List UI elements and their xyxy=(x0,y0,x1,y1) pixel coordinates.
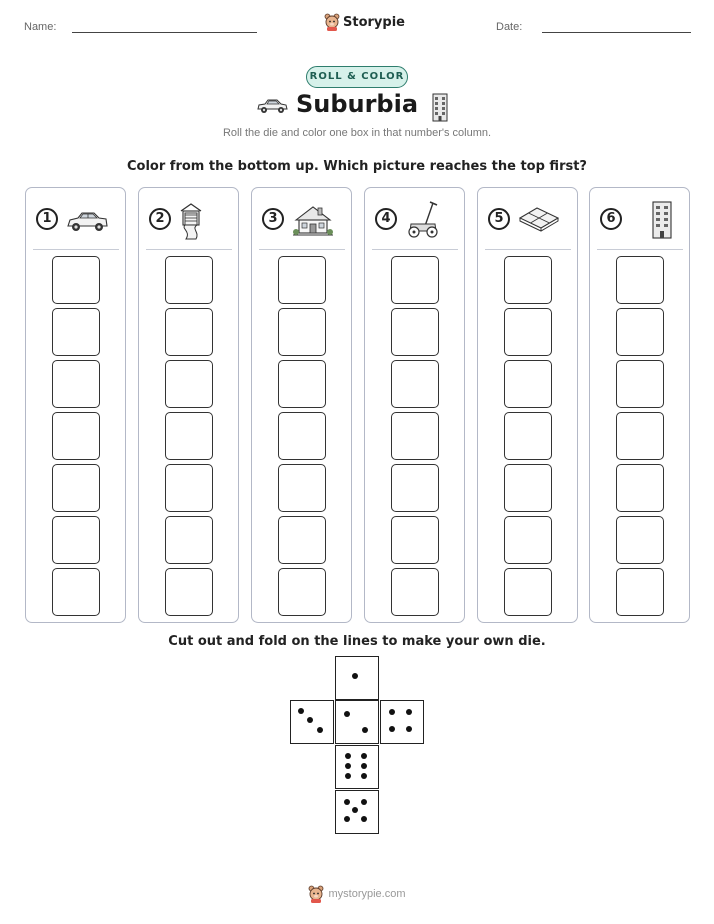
column-4 xyxy=(364,187,465,623)
lawn-mower-icon xyxy=(403,200,449,240)
die-face-4 xyxy=(380,700,424,744)
roll-columns xyxy=(25,187,690,624)
color-box[interactable] xyxy=(391,412,439,460)
worksheet-header xyxy=(0,0,714,50)
pip xyxy=(344,799,350,805)
color-box[interactable] xyxy=(391,568,439,616)
pip xyxy=(361,799,367,805)
die-face-5 xyxy=(335,790,379,834)
pip xyxy=(345,753,351,759)
date-label: Date: xyxy=(496,21,523,33)
color-box[interactable] xyxy=(391,308,439,356)
pip xyxy=(307,717,313,723)
color-box[interactable] xyxy=(165,464,213,512)
column-divider xyxy=(146,249,232,250)
column-1 xyxy=(25,187,126,623)
color-box[interactable] xyxy=(165,412,213,460)
color-box[interactable] xyxy=(504,256,552,304)
color-box[interactable] xyxy=(52,516,100,564)
color-box[interactable] xyxy=(52,360,100,408)
pip xyxy=(317,727,323,733)
color-box[interactable] xyxy=(52,568,100,616)
name-label: Name: xyxy=(24,21,57,33)
activity-badge: ROLL & COLOR xyxy=(306,66,408,88)
color-box[interactable] xyxy=(616,256,664,304)
die-face-1 xyxy=(335,656,379,700)
footer xyxy=(0,885,714,903)
column-6 xyxy=(589,187,690,623)
worksheet-subtitle: Roll the die and color one box in that number's column. xyxy=(222,127,492,139)
color-box[interactable] xyxy=(391,516,439,564)
pip xyxy=(361,773,367,779)
color-box[interactable] xyxy=(504,464,552,512)
pip xyxy=(352,673,358,679)
column-divider xyxy=(33,249,119,250)
footer-url[interactable]: mystorypie.com xyxy=(328,888,406,900)
color-box[interactable] xyxy=(616,464,664,512)
paving-tile-icon xyxy=(516,204,562,238)
color-box[interactable] xyxy=(52,256,100,304)
color-box[interactable] xyxy=(616,516,664,564)
garage-icon xyxy=(177,201,223,241)
color-box[interactable] xyxy=(616,412,664,460)
color-box[interactable] xyxy=(391,464,439,512)
color-box[interactable] xyxy=(165,568,213,616)
column-2 xyxy=(138,187,239,623)
column-divider xyxy=(597,249,683,250)
column-number: 4 xyxy=(375,208,397,230)
color-box[interactable] xyxy=(504,412,552,460)
color-box[interactable] xyxy=(278,256,326,304)
apartment-building-icon xyxy=(628,200,674,240)
column-number: 2 xyxy=(149,208,171,230)
color-box[interactable] xyxy=(165,516,213,564)
column-number: 3 xyxy=(262,208,284,230)
color-box[interactable] xyxy=(278,308,326,356)
color-box[interactable] xyxy=(391,256,439,304)
pip xyxy=(361,763,367,769)
color-box[interactable] xyxy=(504,308,552,356)
color-box[interactable] xyxy=(52,464,100,512)
color-box[interactable] xyxy=(391,360,439,408)
color-box[interactable] xyxy=(52,308,100,356)
pip xyxy=(345,773,351,779)
color-box[interactable] xyxy=(52,412,100,460)
color-box[interactable] xyxy=(504,360,552,408)
pip xyxy=(344,816,350,822)
pip xyxy=(389,709,395,715)
pip xyxy=(352,807,358,813)
color-box[interactable] xyxy=(616,308,664,356)
pip xyxy=(406,709,412,715)
die-net xyxy=(290,656,426,836)
die-instruction: Cut out and fold on the lines to make your own die. xyxy=(168,634,546,649)
color-box[interactable] xyxy=(278,360,326,408)
color-box[interactable] xyxy=(278,516,326,564)
date-line xyxy=(542,32,691,33)
worksheet-title: Suburbia xyxy=(295,90,419,118)
color-box[interactable] xyxy=(616,360,664,408)
house-icon xyxy=(290,204,336,238)
color-box[interactable] xyxy=(278,464,326,512)
color-box[interactable] xyxy=(165,308,213,356)
column-divider xyxy=(259,249,345,250)
pip xyxy=(406,726,412,732)
column-number: 1 xyxy=(36,208,58,230)
color-box[interactable] xyxy=(165,360,213,408)
color-box[interactable] xyxy=(616,568,664,616)
color-box[interactable] xyxy=(504,568,552,616)
storypie-logo xyxy=(324,13,405,31)
car-icon xyxy=(64,204,110,238)
brand-name: Storypie xyxy=(343,14,405,30)
die-face-6 xyxy=(335,745,379,789)
column-3 xyxy=(251,187,352,623)
pip xyxy=(344,711,350,717)
color-box[interactable] xyxy=(504,516,552,564)
column-number: 5 xyxy=(488,208,510,230)
die-face-3 xyxy=(290,700,334,744)
coloring-instruction: Color from the bottom up. Which picture reaches the top first? xyxy=(127,159,587,174)
die-face-2 xyxy=(335,700,379,744)
pip xyxy=(361,816,367,822)
column-number: 6 xyxy=(600,208,622,230)
pip xyxy=(362,727,368,733)
color-box[interactable] xyxy=(278,568,326,616)
color-box[interactable] xyxy=(165,256,213,304)
column-5 xyxy=(477,187,578,623)
storypie-bear-logo-icon xyxy=(308,885,324,903)
pip xyxy=(361,753,367,759)
pip xyxy=(345,763,351,769)
column-divider xyxy=(485,249,571,250)
column-divider xyxy=(372,249,458,250)
pip xyxy=(298,708,304,714)
color-box[interactable] xyxy=(278,412,326,460)
building-icon xyxy=(431,92,449,122)
name-line xyxy=(72,32,257,33)
pip xyxy=(389,726,395,732)
storypie-bear-logo-icon xyxy=(324,13,340,31)
